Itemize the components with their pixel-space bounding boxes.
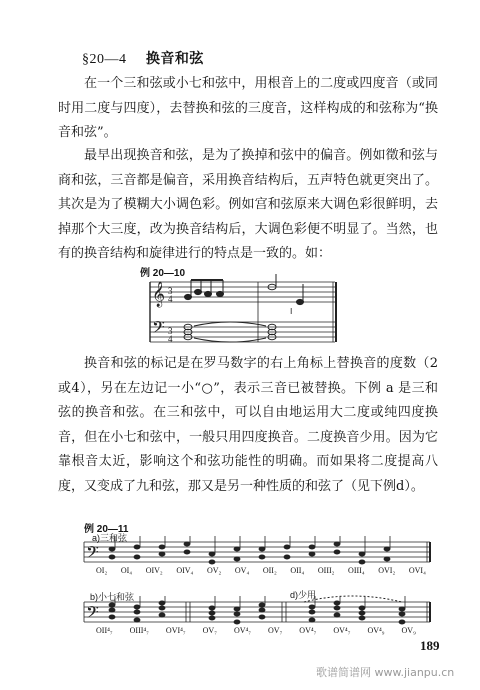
notehead <box>184 550 191 555</box>
notehead <box>234 607 241 612</box>
example-20-11-row-1-score <box>82 536 432 582</box>
svg-text:𝄢: 𝄢 <box>152 319 165 341</box>
chord-mark: OIII⁴₇ <box>129 626 149 635</box>
notehead <box>159 552 166 557</box>
notehead <box>334 613 341 618</box>
notehead <box>209 611 216 616</box>
notehead <box>284 545 291 550</box>
notehead <box>309 545 316 550</box>
svg-text:𝄢: 𝄢 <box>86 544 99 566</box>
chord-mark: OV⁴₉ <box>367 626 385 635</box>
svg-text:3: 3 <box>168 326 173 336</box>
paragraph-1 <box>58 72 438 146</box>
notehead <box>309 610 316 615</box>
section-number: §20—4 <box>82 52 127 67</box>
notehead <box>259 547 266 552</box>
notehead <box>209 560 216 565</box>
notehead <box>209 552 216 557</box>
notehead <box>309 618 316 623</box>
chord-mark: OV₇ <box>268 626 283 635</box>
notehead <box>134 610 141 615</box>
notehead <box>109 603 116 608</box>
notehead <box>384 547 391 552</box>
example-20-10-label: 例 20—10 <box>140 268 186 279</box>
notehead <box>399 612 406 617</box>
notehead <box>309 605 316 610</box>
notehead <box>109 608 116 613</box>
chord-mark: OVI⁴₇ <box>165 626 186 635</box>
chord-mark: OVI₂ <box>378 566 396 575</box>
notehead <box>384 557 391 562</box>
notehead <box>109 615 116 620</box>
notehead <box>359 606 366 611</box>
notehead <box>234 557 241 562</box>
notehead <box>109 547 116 552</box>
notehead <box>234 547 241 552</box>
chord-mark: OIV₂ <box>145 566 163 575</box>
notehead <box>259 555 266 560</box>
chord-mark: OV₂ <box>206 566 222 575</box>
notehead <box>234 612 241 617</box>
notehead <box>134 555 141 560</box>
chord-mark: OIV₄ <box>176 566 194 575</box>
notehead <box>399 620 406 625</box>
notehead <box>259 615 266 620</box>
chord-mark: OV⁴₇ <box>333 626 351 635</box>
notehead <box>159 545 166 550</box>
chord-mark: OII₂ <box>262 566 277 575</box>
chord-mark: OVI₄ <box>408 566 426 575</box>
svg-text:𝄢: 𝄢 <box>86 604 99 626</box>
notehead <box>109 555 116 560</box>
chord-mark: OII₄ <box>290 566 305 575</box>
section-title: 换音和弦 <box>145 51 204 67</box>
notehead <box>334 601 341 606</box>
notehead <box>259 608 266 613</box>
notehead <box>309 552 316 557</box>
notehead <box>284 555 291 560</box>
example-20-10-score <box>140 274 340 354</box>
notehead <box>134 605 141 610</box>
chord-mark: OI₂ <box>96 566 108 575</box>
paragraph-2-text: 最早出现换音和弦，是为了换掉和弦中的偏音。例如徵和弦与商和弦，三音都是偏音，采用换音结构后，五声特色就更突出了。其次是为了模糊大小调色彩。例如宫和弦原来大调色彩很鲜明，去掉那个大三度，改为换音结构后，大调色彩便不明显了。当然，也有的换音结构和旋律进行的特点是一致的。如： <box>58 148 438 261</box>
paragraph-3 <box>58 352 438 499</box>
svg-text:4: 4 <box>168 334 173 344</box>
chord-mark: OV⁴₇ <box>299 626 317 635</box>
paragraph-2 <box>58 144 438 267</box>
example-b-label: b)小七和弦 <box>90 592 135 602</box>
notehead <box>334 542 341 547</box>
example-20-11-label: 例 20—11 <box>84 524 129 535</box>
chord-mark: OV₄ <box>234 566 250 575</box>
svg-text:𝄞: 𝄞 <box>152 281 166 306</box>
paragraph-1-text: 在一个三和弦或小七和弦中，用根音上的二度或四度音（或同时用二度与四度），去替换和弦的三度音，这样构成的和弦称为“换音和弦”。 <box>58 76 438 140</box>
chord-mark: OI₄ <box>120 566 133 575</box>
chord-mark: OIII₄ <box>348 566 365 575</box>
notehead <box>134 618 141 623</box>
chord-mark: OV⁴₇ <box>233 626 252 635</box>
notehead <box>209 616 216 621</box>
notehead <box>359 616 366 621</box>
svg-text:3: 3 <box>168 286 173 296</box>
notehead <box>334 550 341 555</box>
notehead <box>159 613 166 618</box>
notehead <box>359 552 366 557</box>
chord-mark: OIII₂ <box>317 566 335 575</box>
notehead <box>134 545 141 550</box>
example-a-chord-marks <box>96 566 426 575</box>
page-number: 189 <box>420 638 440 653</box>
chord-mark: OV₇ <box>202 626 217 635</box>
svg-text:Ⅰ: Ⅰ <box>290 307 293 316</box>
paragraph-3-text: 换音和弦的标记是在罗马数字的右上角标上替换音的度数（2或4），另在左边记一小“○”，表示三音已被替换。下例 a 是三和弦的换音和弦。在三和弦中，可以自由地运用大二度或纯四度换音，但在小七和弦中，一般只用四度换音。二度换音少用。因为它靠根音太近，影响这个和弦功能性的明确。而如果将二度提高八度，又变成了九和弦，那又是另一种性质的和弦了（见下例d）。 <box>58 356 438 494</box>
notehead <box>184 542 191 547</box>
chord-mark: OII⁴₇ <box>96 626 113 635</box>
chord-mark: OV₉ <box>401 626 416 635</box>
svg-text:4: 4 <box>168 294 173 304</box>
notehead <box>159 606 166 611</box>
example-b-chord-marks <box>96 626 416 635</box>
notehead <box>259 603 266 608</box>
example-d-label: d)少用 <box>290 590 317 600</box>
notehead <box>334 606 341 611</box>
notehead <box>234 620 241 625</box>
notehead <box>399 607 406 612</box>
watermark: 歌谱简谱网 www.jianpu.cn <box>316 666 455 679</box>
notehead <box>359 560 366 565</box>
example-a-label: a)三和弦 <box>92 533 128 543</box>
section-heading <box>82 48 204 68</box>
notehead <box>159 601 166 606</box>
notehead <box>359 611 366 616</box>
notehead <box>209 606 216 611</box>
